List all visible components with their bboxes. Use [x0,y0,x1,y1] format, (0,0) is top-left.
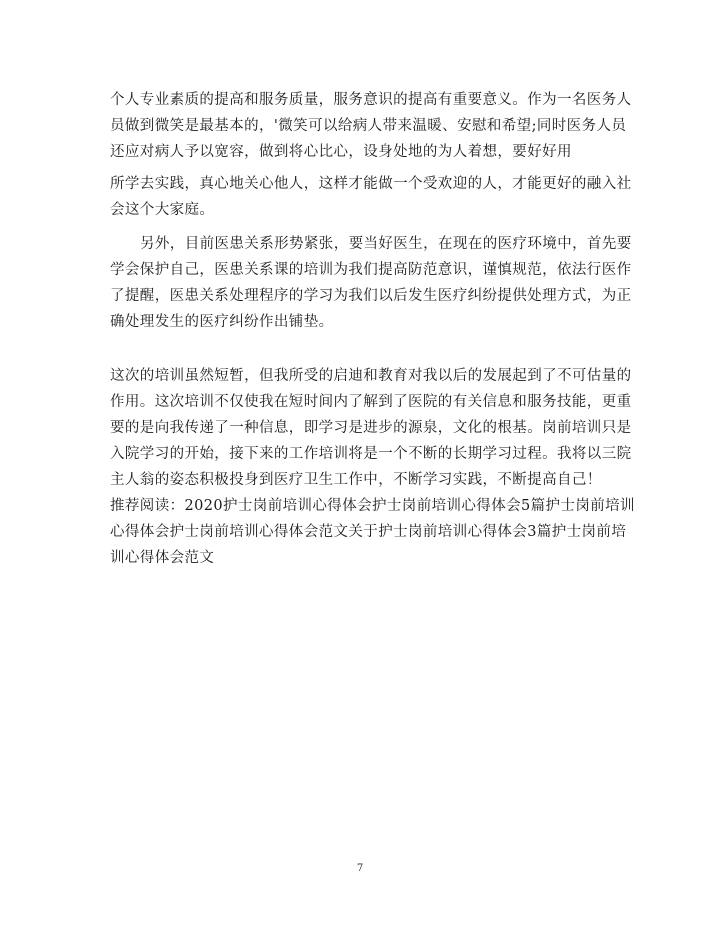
paragraph-2-line: 确处理发生的医疗纠纷作出铺垫。 [110,314,334,330]
paragraph-3-line: 要的是向我传递了一种信息，即学习是进步的源泉，文化的根基。岗前培训只是 [110,420,632,436]
page-number: 7 [356,863,364,874]
recommended-reading-line: 心得体会护士岗前培训心得体会范文关于护士岗前培训心得体会3篇护士岗前培 [110,524,627,540]
paragraph-1-line: 员做到微笑是最基本的，'微笑可以给病人带来温暖、安慰和希望;同时医务人员 [110,118,627,134]
paragraph-1-line: 还应对病人予以宽容，做到将心比心，设身处地的为人着想，要好好用 [110,144,572,160]
paragraph-3-line: 入院学习的开始，接下来的工作培训将是一个不断的长期学习过程。我将以三院 [110,446,632,462]
paragraph-2-line: 学会保护自己，医患关系课的培训为我们提高防范意识，谨慎规范，依法行医作 [110,262,632,278]
paragraph-3-line: 主人翁的姿态积极投身到医疗卫生工作中，不断学习实践，不断提高自己！ [110,472,602,488]
recommended-reading-line: 推荐阅读：2020护士岗前培训心得体会护士岗前培训心得体会5篇护士岗前培训 [110,498,635,514]
paragraph-1-line: 个人专业素质的提高和服务质量，服务意识的提高有重要意义。作为一名医务人 [110,92,632,108]
paragraph-2-line: 了提醒，医患关系处理程序的学习为我们以后发生医疗纠纷提供处理方式，为正 [110,288,632,304]
paragraph-2-line: 另外，目前医患关系形势紧张，要当好医生，在现在的医疗环境中，首先要 [140,236,632,252]
paragraph-3-line: 这次的培训虽然短暂，但我所受的启迪和教育对我以后的发展起到了不可估量的 [110,368,632,384]
recommended-reading-line: 训心得体会范文 [110,550,215,566]
paragraph-3-line: 作用。这次培训不仅使我在短时间内了解到了医院的有关信息和服务技能，更重 [110,394,632,410]
paragraph-1-line: 会这个大家庭。 [110,202,215,218]
paragraph-1-line: 所学去实践，真心地关心他人，这样才能做一个受欢迎的人，才能更好的融入社 [110,176,632,192]
